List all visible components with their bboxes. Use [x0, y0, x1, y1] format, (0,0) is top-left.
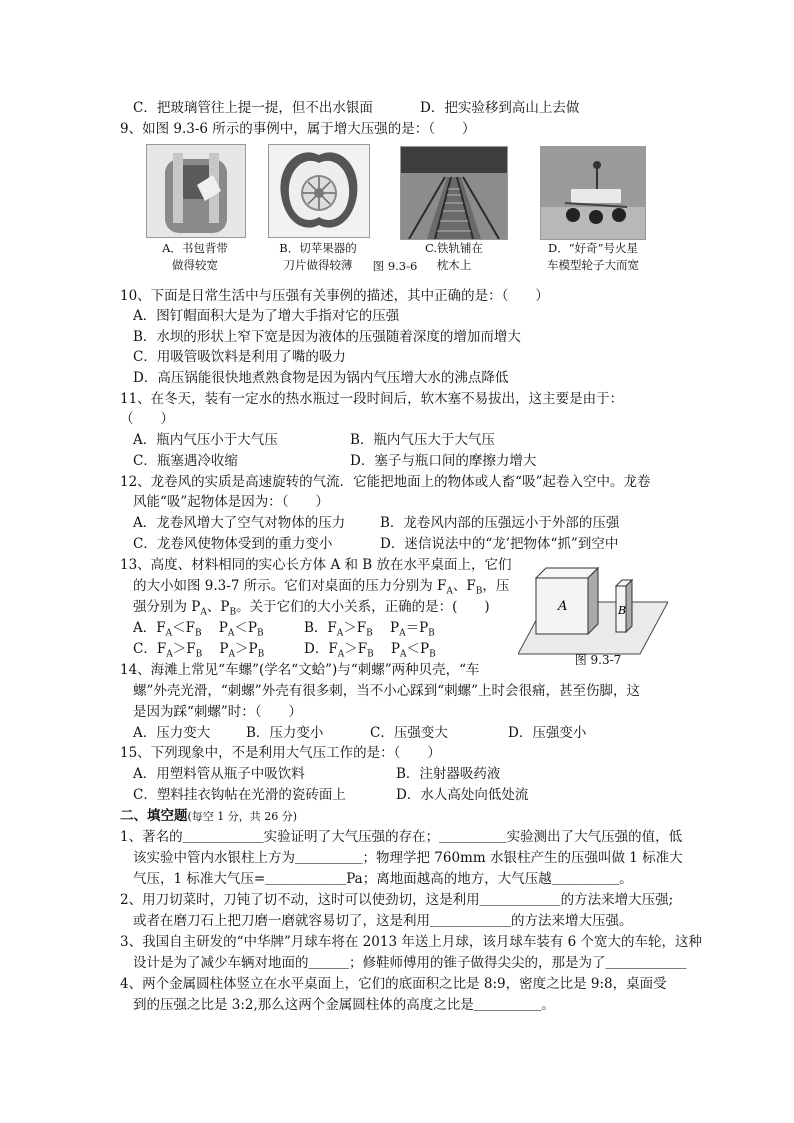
fill-3-line1: 3、我国自主研发的“中华牌”月球车将在 2013 年送上月球，该月球车装有 6 个宽大的车轮，这种 — [120, 934, 703, 950]
fig936-caption-a: A．书包背带 做得较宽 — [162, 241, 228, 272]
q11-stem-bracket: （ ） — [120, 411, 174, 427]
q10-option-a: A．图钉帽面积大是为了增大手指对它的压强 — [133, 308, 400, 324]
backpack-photo — [146, 144, 246, 238]
fill-1-line1: 1、著名的＿＿＿＿＿＿实验证明了大气压强的存在；＿＿＿＿＿实验测出了大气压强的值，低 — [120, 829, 683, 845]
q10-option-c: C．用吸管吸饮料是利用了嘴的吸力 — [133, 349, 346, 365]
q14-option-a: A．压力变大 — [133, 725, 211, 741]
fig936-title: 图 9.3-6 — [372, 259, 418, 273]
q11-option-c: C．瓶塞遇冷收缩 — [133, 453, 238, 469]
q15-option-d: D．水人高处向低处流 — [396, 787, 529, 803]
q11-option-b: B．瓶内气压大于大气压 — [350, 432, 495, 448]
q12-option-a: A．龙卷风增大了空气对物体的压力 — [133, 515, 346, 531]
q12-option-c: C．龙卷风使物体受到的重力变小 — [133, 536, 333, 552]
fig937-caption: 图 9.3-7 — [574, 653, 622, 667]
q8-option-d: D．把实验移到高山上去做 — [420, 100, 580, 116]
railway-track-photo — [400, 146, 508, 240]
fill-1-line3: 气压，1 标准大气压=＿＿＿＿＿＿Pa；离地面越高的地方，大气压越＿＿＿＿＿。 — [133, 871, 633, 887]
q12-stem-line2: 风能“吸”起物体是因为：（ ） — [133, 494, 330, 510]
q13-option-a: A．$F_A<F_B$ $P_A<P_B$ — [133, 620, 264, 639]
fill-1-line2: 该实验中管内水银柱上方为＿＿＿＿＿；物理学把 760mm 水银柱产生的压强叫做 1 标准大 — [133, 850, 683, 866]
q13-option-c: C．$F_A>F_B$ $P_A>P_B$ — [133, 641, 265, 660]
q9-stem: 9、如图 9.3-6 所示的事例中，属于增大压强的是：（ ） — [120, 121, 476, 137]
q12-stem: 12、龙卷风的实质是高速旋转的气流．它能把地面上的物体或人畜“吸”起卷入空中。龙卷 — [120, 474, 651, 490]
q13-stem-line3: 强分别为 $P_A$、$P_B$。关于它们的大小关系，正确的是：( ) — [133, 599, 490, 618]
q14-stem-line2: 螺”外壳光滑，“刺螺”外壳有很多刺，当不小心踩到“刺螺”上时会很痛，甚至伤脚，这 — [133, 683, 641, 699]
q15-option-c: C．塑料挂衣钩帖在光滑的瓷砖面上 — [133, 787, 346, 803]
q13-option-b: B．$F_A>F_B$ $P_A=P_B$ — [304, 620, 435, 639]
q14-option-b: B．压力变小 — [246, 725, 324, 741]
q13-option-d: D．$F_A>F_B$ $P_A<P_B$ — [304, 641, 436, 660]
q13-stem: 13、高度、材料相同的实心长方体 A 和 B 放在水平桌面上，它们 — [120, 557, 512, 573]
fig936-caption-b: B．切苹果器的 刀片做得较薄 — [279, 241, 357, 272]
fig937-label-a: A — [558, 599, 568, 614]
q15-option-b: B．注射器吸药液 — [396, 766, 501, 782]
q15-stem: 15、下列现象中，不是利用大气压工作的是：（ ） — [120, 745, 441, 761]
q12-option-b: B．龙卷风内部的压强远小于外部的压强 — [380, 515, 620, 531]
q15-option-a: A．用塑料管从瓶子中吸饮料 — [133, 766, 305, 782]
q11-option-a: A．瓶内气压小于大气压 — [133, 432, 278, 448]
q11-option-d: D．塞子与瓶口间的摩擦力增大 — [350, 453, 537, 469]
q8-option-c: C．把玻璃管往上提一提，但不出水银面 — [133, 100, 373, 116]
fig936-caption-c: C.铁轨铺在 枕木上 — [424, 241, 484, 272]
fill-2-line2: 或者在磨刀石上把刀磨一磨就容易切了，这是利用＿＿＿＿＿＿的方法来增大压强。 — [133, 913, 633, 929]
q14-stem: 14、海滩上常见“车螺”(学名“文蛤”)与“刺螺”两种贝壳，“车 — [120, 662, 480, 678]
fill-4-line1: 4、两个金属圆柱体竖立在水平桌面上，它们的底面积之比是 8:9，密度之比是 9:8，桌面受 — [120, 976, 667, 992]
q11-stem: 11、在冬天，装有一定水的热水瓶过一段时间后，软木塞不易拔出，这主要是由于： — [120, 391, 624, 407]
apple-slicer-photo — [268, 144, 370, 238]
q10-option-d: D．高压锅能很快地煮熟食物是因为锅内气压增大水的沸点降低 — [133, 370, 509, 386]
fill-4-line2: 到的压强之比是 3:2,那么这两个金属圆柱体的高度之比是＿＿＿＿＿。 — [133, 997, 555, 1013]
q12-option-d: D．迷信说法中的“龙’把物体“抓”到空中 — [380, 536, 619, 552]
q10-stem: 10、下面是日常生活中与压强有关事例的描述，其中正确的是：（ ） — [120, 288, 549, 304]
mars-rover-photo — [540, 146, 646, 240]
q13-stem-line2: 的大小如图 9.3-7 所示。它们对桌面的压力分别为 $F_A$、$F_B$，压 — [133, 578, 510, 597]
q14-stem-line3: 是因为踩“刺螺”时：（ ） — [133, 704, 303, 720]
section-2-heading: 二、填空题(每空 1 分，共 26 分) — [120, 808, 298, 824]
fill-3-line2: 设计是为了减少车辆对地面的＿＿＿；修鞋师傅用的锥子做得尖尖的，那是为了＿＿＿＿＿＿ — [133, 955, 687, 971]
q10-option-b: B．水坝的形状上窄下宽是因为液体的压强随着深度的增加而增大 — [133, 329, 521, 345]
figure-9-3-7 — [518, 556, 668, 676]
fill-2-line1: 2、用刀切菜时，刀钝了切不动，这时可以使劲切，这是利用＿＿＿＿＿＿的方法来增大压强; — [120, 892, 674, 908]
fig937-label-b: B — [618, 604, 627, 617]
q14-option-c: C．压强变大 — [370, 725, 448, 741]
fig936-caption-d: D．“好奇”号火星 车模型轮子大而宽 — [547, 241, 639, 272]
q14-option-d: D．压强变小 — [508, 725, 587, 741]
